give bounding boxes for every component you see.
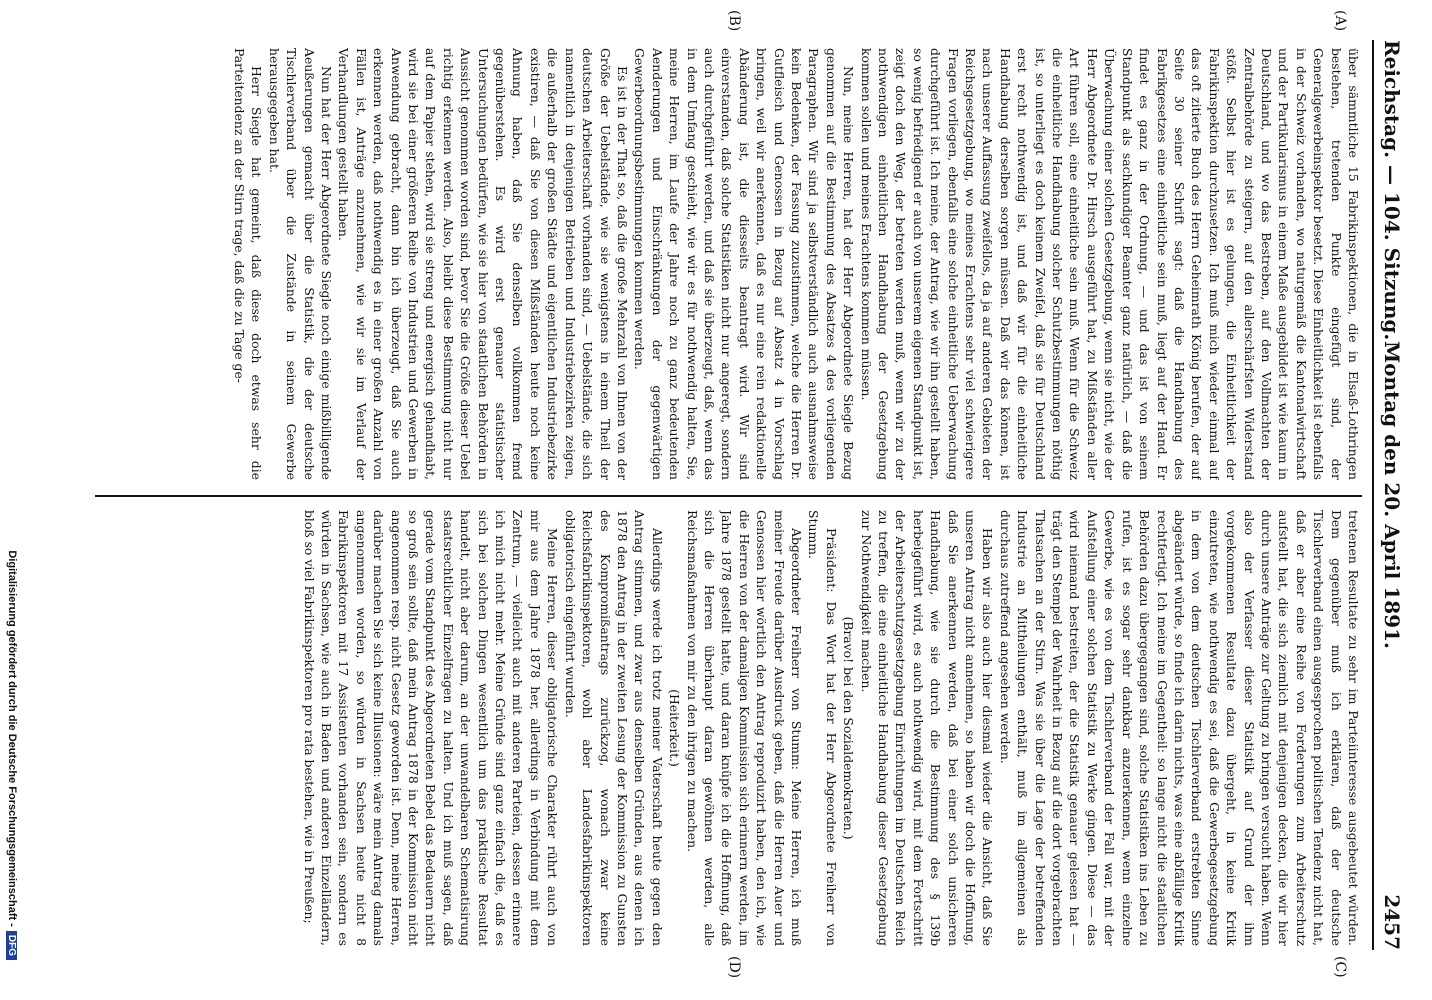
dfg-logo: DFG bbox=[6, 931, 17, 960]
column-divider bbox=[95, 495, 1362, 497]
header-page-number: 2457 bbox=[1380, 894, 1404, 950]
left-text-column bbox=[95, 48, 1362, 480]
margin-mark-a: (A) bbox=[1332, 10, 1348, 32]
paragraph: Herr Siegle hat gemeint, daß diese doch etwas sehr die Parteitendenz an der Stirn trage, daß die zu Tage ge- bbox=[232, 48, 265, 480]
interjection: (Bravo! bei den Sozialdemokraten.) bbox=[841, 616, 857, 840]
paragraph: über sämmtliche 15 Fabrikinspektionen, die in Elsaß-Lothringen bestehen, tretenden Punkte eingefügt sind, der Generalgewerbeinspektor besetzt. Diese Einheitlichkeit ist ebenfalls in der Schweiz vorhanden, wo naturgemäß die Kantonalwirtschaft und der Partikularismus in einem Maße ausgebildet ist wie kaum in Deutschland, und wo das Bestreben, auf den Vollmachten der Zentralbehörde zu steigern, auf den allerschärfsten Widerstand stößt. Selbst hier ist es gelungen, die Einheitlichkeit der Fabrikinspektion durchzusetzen. Ich muß mich wieder einmal auf das oft zitierte Buch des Herrn Geheimrath König berufen, der auf Seite 30 seiner Schrift sagt: daß die Handhabung des Fabrikgesetzes eine einheitliche sein muß, liegt auf der Hand. Er findet es ganz in der Ordnung, — und das ist von seinem Standpunkt als sachkundiger Beamter ganz natürlich, — daß die Überwachung einer solchen Gesetzgebung, wenn sie nicht, wie der Herr Abgeordnete Dr. Hirsch ausgeführt hat, zu Mißständen aller Art führen soll, eine einheitliche sein muß. Wenn für die Schweiz die einheitliche Handhabung solcher Schutzbestimmungen nöthig ist, so unterliegt es doch keinem Zweifel, daß sie für Deutschland erst recht nothwendig ist, und daß wir für die einheitliche Handhabung derselben sorgen müssen. Daß wir das können, ist nach unserer Auffassung zweifellos, da ja auf anderen Gebieten der Reichsgesetzgebung, wo meines Erachtens sehr viel schwierigere Fragen vorliegen, ebenfalls eine solche einheitliche Ueberwachung durchgeführt ist. Ich meine, der Antrag, wie wir ihn gestellt haben, so wenig befriedigend er auch von unserem eigenen Standpunkt ist, zeigt doch den Weg, der betreten werden muß, wenn wir zu der nothwendigen einheitlichen Handhabung der Gesetzgebung kommen sollen und meines Erachtens kommen müssen. bbox=[858, 48, 1361, 480]
margin-mark-d: (D) bbox=[726, 956, 742, 979]
margin-mark-b: (B) bbox=[726, 10, 742, 32]
paragraph: tretenen Resultate zu sehr im Parteiinteresse ausgebeutet würden. Dem gegenüber muß ich erklären, daß der deutsche Tischlerverband einen ausgesprochen politischen Tendenz nicht hat, daß er aber eine Reihe von Forderungen zum Arbeiterschutz aufstellt hat, die sich ziemlich mit denjenigen decken, die wir hier durch unsere Anträge zur Geltung zu bringen versucht haben. Wenn also der Verfasser dieser Statistik auf Grund der ihm vorgekommenen Resultate dazu übergeht, in keine Kritik einzutreten, wie nothwendig es sei, daß die Gewerbegesetzgebung in dem von dem deutschen Tischlerverband erstrebten Sinne abgeändert würde, so finde ich darin nichts, was eine abfällige Kritik rechtfertigt. Ich meine im Gegentheil: so lange nicht die staatlichen Behörden dazu übergegangen sind, solche Statistiken ins Leben zu rufen, ist es sogar sehr dankbar anzuerkennen, wenn einzelne Gewerbe, wie es von dem Tischlerverband der Fall war, mit der Aufstellung einer solchen Statistik zu Werke gingen. Diese — das wird niemand bestreiten, der die Statistik genauer gelesen hat — trägt den Stempel der Wahrheit in Bezug auf die dort vorgebrachten Thatsachen an der Stirn. Was sie über die Lage der betreffenden Industrie an Mittheilungen enthält, muß im allgemeinen als durchaus zutreffend angesehen werden. bbox=[997, 510, 1361, 946]
speaker-paragraph: Abgeordneter Freiherr von Stumm: Meine Herren, ich muß meiner Freude darüber Ausdruck geben, daß die Herren Auer und Genossen hier wörtlich den Antrag reproduzirt haben, den ich, wie die Herren von der damaligen Kommission sich erinnern werden, im Jahre 1878 gestellt hatte, und daran knüpfe ich die Hoffnung, daß sich die Herren überhaupt daran gewöhnen werden, alle Reichsmaßnahmen von mir zu den ihrigen zu machen. bbox=[684, 510, 804, 946]
paragraph: Haben wir also auch hier diesmal wieder die Ansicht, daß Sie unseren Antrag nicht annehmen, so haben wir doch die Hoffnung, daß Sie anerkennen werden, daß bei einer solch unsicheren Handhabung, wie sie durch die Bestimmung des § 139b herbeigeführt wird, es auch nothwendig wird, mit dem Fortschritt der Arbeiterschutzgesetzgebung Einrichtungen im Deutschen Reich zu treffen, die eine einheitliche Handhabung dieser Gesetzgebung zur Nothwendigkeit machen. bbox=[858, 510, 996, 946]
margin-mark-c: (C) bbox=[1332, 956, 1348, 978]
interjection: (Heiterkeit.) bbox=[667, 689, 683, 767]
header-session: Reichstag. — 104. Sitzung. bbox=[1380, 40, 1404, 341]
paragraph: Es ist in der That so, daß die große Mehrzahl von Ihnen von der Größe der Uebelstände, wie sie wenigstens in einem Theil der deutschen Arbeiterschaft vorhanden sind, — Uebelstände, die sich namentlich in denjenigen Betrieben und Industriebezirken zeigen, die außerhalb der großen Städte und eigentlichen Industriebezirke existiren, — daß Sie von diesen Mißständen heute noch keine Ahnung haben, daß Sie denselben vollkommen fremd gegenüberstehen. Es wird erst genauer statistischer Untersuchungen bedürfen, wie sie hier von staatlichen Behörden in Aussicht genommen worden sind, bevor Sie die Größe dieser Uebel richtig erkennen werden. Also, bleibt diese Bestimmung nicht nur auf dem Papier stehen, wird sie streng und energisch gehandhabt, wird sie bei einer größeren Reihe von Industrien und Gewerben in Anwendung gebracht, dann bin ich überzeugt, daß Sie auch erkennen werden, daß nothwendig es in einer großen Anzahl von Fällen ist, Anträge anzunehmen, wie wir sie im Verlauf der Verhandlungen gestellt haben. bbox=[336, 48, 630, 480]
paragraph: Meine Herren, dieser obligatorische Charakter rührt auch von mir aus dem Jahre 1878 her, allerdings in Verbindung mit dem Zentrum, — vielleicht auch mit anderen Parteien, dessen erinnere ich mich nicht mehr. Meine Gründe sind ganz einfach die, daß es sich bei solchen Dingen wesentlich um das praktische Resultat handelt, nicht aber darum, an der unwandelbaren Schematisirung staatsrechtlicher Einzelfragen zu halten. Und ich muß sagen, daß gerade vom Standpunkt des Abgeordneten Bebel das Bedauern nicht so groß sein sollte, daß mein Antrag 1878 in der Kommission nicht angenommen resp. nicht Gesetz geworden ist. Denn, meine Herren, darüber machen Sie sich keine Illusionen: wäre mein Antrag damals angenommen worden, so würden in Sachsen heute nicht 8 Fabrikinspektoren mit 17 Assistenten vorhanden sein, sondern es würden in Sachsen, wie auch in Baden und anderen Einzelländern, bloß so viel Fabrikinspektoren pro rata bestehen, wie in Preußen; bbox=[301, 510, 561, 946]
paragraph: Nun, meine Herren, hat der Herr Abgeordnete Siegle Bezug genommen auf die Bestimmung des Absatzes 4 des vorliegenden Paragraphen. Wir sind ja selbstverständlich auch ausnahmsweise kein Bedenken, der Fassung zuzustimmen, welche die Herren Dr. Gutfleisch und Genossen in Bezug auf Absatz 4 in Vorschlag bringen, weil wir anerkennen, daß es nur eine rein redaktionelle Abänderung ist, die diesseits beantragt wird. Wir sind einverstanden, daß solche Statistiken nicht nur angeregt, sondern auch durchgeführt werden, und daß sie überzeugt, daß, wenn das in dem Umfang geschieht, wie wir es für nothwendig halten, Sie, meine Herren, im Laufe der Jahre noch zu ganz bedeutenden Aenderungen und Einschränkungen der gegenwärtigen Gewerbeordnungsbestimmungen kommen werden. bbox=[632, 48, 857, 480]
right-text-column bbox=[95, 510, 1362, 946]
paragraph: Nun hat der Herr Abgeordnete Siegle noch einige mißbilligende Aeußerungen gemacht über die Statistik, die der deutsche Tischlerverband über die Zustände in seinem Gewerbe herausgegeben hat. bbox=[266, 48, 335, 480]
header-date: Montag den 20. April 1891. bbox=[1380, 341, 1404, 649]
page-header bbox=[1372, 40, 1414, 950]
credit-text: Digitalisierung gefördert durch die Deutsche Forschungsgemeinschaft - bbox=[6, 550, 18, 927]
digitization-credit bbox=[0, 120, 18, 960]
paragraph: Allerdings werde ich trotz meiner Vaterschaft heute gegen den Antrag stimmen, und zwar aus denselben Gründen, aus denen ich 1878 den Antrag in der zweiten Lesung der Kommission zu Gunsten des Kompromißantrags zurückzog, wonach zwar keine Reichsfabrikinspektoren, wohl aber Landesfabrikinspektoren obligatorisch eingeführt wurden. bbox=[562, 510, 665, 946]
speaker-paragraph: Präsident: Das Wort hat der Herr Abgeordnete Freiherr von Stumm. bbox=[806, 510, 839, 946]
